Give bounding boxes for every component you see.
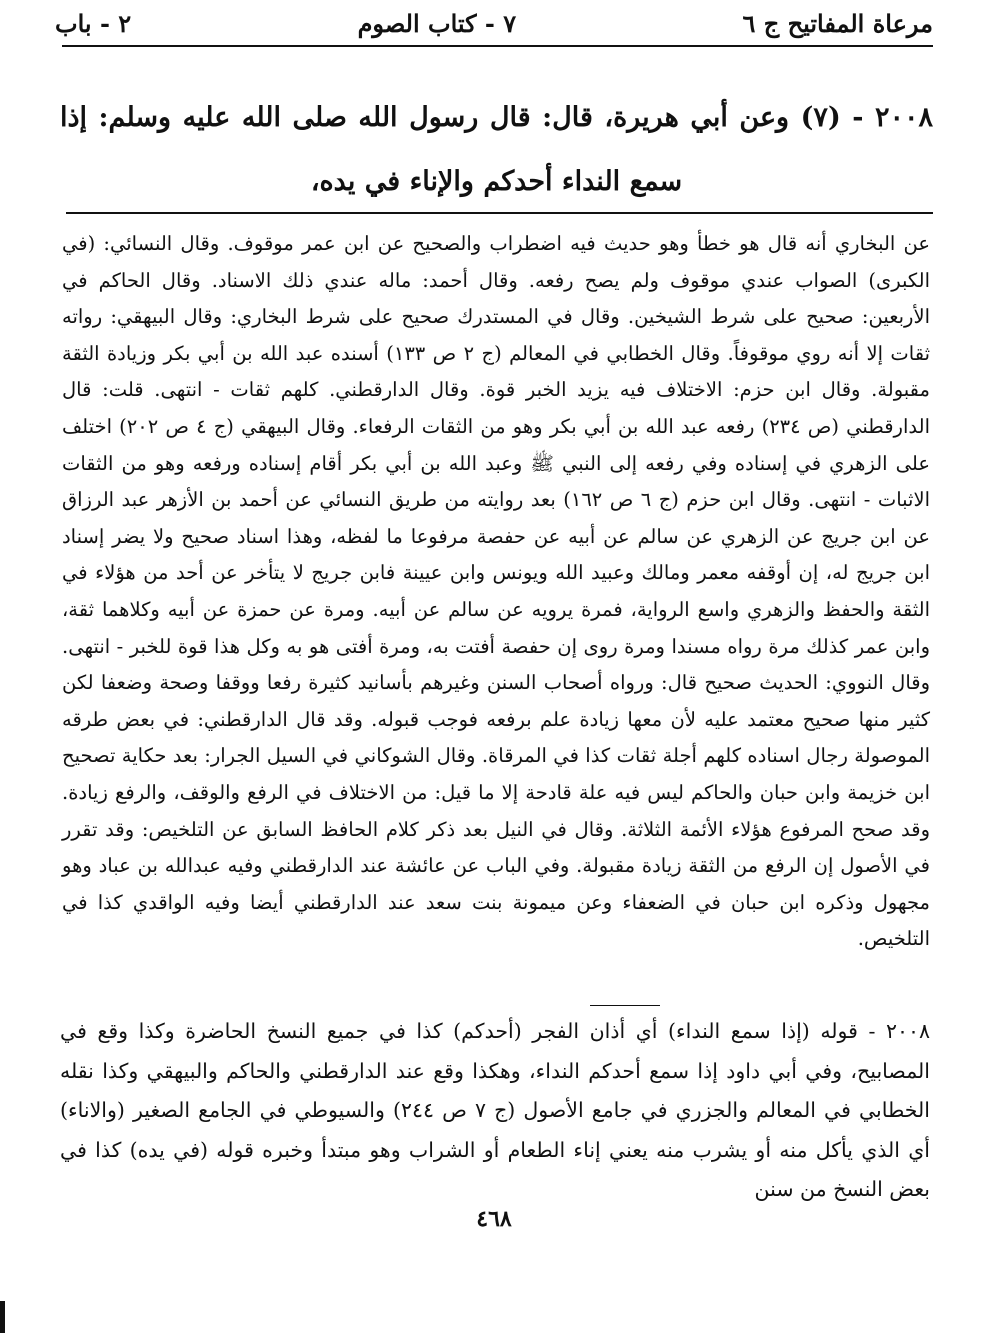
chapter-title: ٧ - كتاب الصوم	[357, 8, 517, 38]
commentary-paragraph: ٢٠٠٨ - قوله (إذا سمع النداء) أي أذان الفجر (أحدكم) كذا في جميع النسخ الحاضرة وكذا وقع في المصابيح، وفي أبي داود إذا سمع أحدكم النداء، وهكذا وقع عند الدارقطني والحاكم والبيهقي وكذا نقله الخطابي في المعالم والجزري في جامع الأصول (ج ٧ ص ٢٤٤) والسيوطي في الجامع الصغير (والاناء) أي الذي يأكل منه أو يشرب منه يعني إناء الطعام أو الشراب وهو مبتدأ وخبره قوله (في يده) كذا في بعض النسخ من سنن	[60, 1019, 931, 1201]
hadith-divider	[66, 212, 933, 214]
commentary-section	[60, 1012, 930, 1210]
page-number: ٤٦٨	[476, 1206, 512, 1232]
takhrij-notes	[62, 226, 930, 958]
commentary-separator	[590, 1005, 660, 1006]
header-divider	[62, 45, 933, 47]
hadith-text: ٢٠٠٨ - (٧) وعن أبي هريرة، قال: قال رسول الله صلى الله عليه وسلم: إذا سمع النداء أحدكم والإناء في يده،	[60, 102, 934, 197]
notes-paragraph: عن البخاري أنه قال هو خطأ وهو حديث فيه اضطراب والصحيح عن ابن عمر موقوف. وقال النسائي: (في الكبرى) الصواب عندي موقوف ولم يصح رفعه. وقال أحمد: ماله عندي ذلك الاسناد. وقال الحاكم في الأربعين: صحيح على شرط الشيخين. وقال في المستدرك صحيح على شرط البخاري: وقال البيهقي: رواته ثقات إلا أنه روي موقوفاً. وقال الخطابي في المعالم (ج ٢ ص ١٣٣) أسنده عبد الله بن أبي بكر وزيادة الثقة مقبولة. وقال ابن حزم: الاختلاف فيه يزيد الخبر قوة. وقال الدارقطني. كلهم ثقات - انتهى. قلت: قال الدارقطني (ص ٢٣٤) رفعه عبد الله بن أبي بكر وهو من الثقات الرفعاء. وقال البيهقي (ج ٤ ص ٢٠٢) اختلف على الزهري في إسناده وفي رفعه إلى النبي ﷺ وعبد الله بن أبي بكر أقام إسناده ورفعه وهو من الثقات الاثبات - انتهى. وقال ابن حزم (ج ٦ ص ١٦٢) بعد روايته من طريق النسائي عن أحمد بن الأزهر عبد الرزاق عن ابن جريج عن الزهري عن سالم عن أبيه عن حفصة مرفوعا ما لفظه، وهذا اسناد صحيح ولا يضر إسناد ابن جريج له، إن أوقفه معمر ومالك وعبيد الله ويونس وابن عيينة فابن جريج لا يتأخر عن أحد من هؤلاء في الثقة والحفظ والزهري واسع الرواية، فمرة يرويه عن سالم عن أبيه. ومرة عن حمزة عن أبيه وكلاهما ثقة، وابن عمر كذلك مرة رواه مسندا ومرة روى إن حفصة أفتت به، ومرة أفتى هو به وكل هذا قوة للخبر - انتهى. وقال النووي: الحديث صحيح قال: ورواه أصحاب السنن وغيرهم بأسانيد كثيرة رفعا ووقفا وصحة وضعفا لكن كثير منها صحيح معتمد عليه لأن معها زيادة علم برفعه فوجب قبوله. وقد قال الدارقطني: في بعض طرقه الموصولة رجال اسناده كلهم أجلة ثقات كذا في المرقاة. وقال الشوكاني في السيل الجرار: بعد حكاية تصحيح ابن خزيمة وابن حبان والحاكم ليس فيه علة قادحة إلا ما قيل: من الاختلاف في الرفع والوقف، والرفع زيادة. وقد صحح المرفوع هؤلاء الأئمة الثلاثة. وقال في النيل بعد ذكر كلام الحافظ السابق عن التلخيص: وقد تقرر في الأصول إن الرفع من الثقة زيادة مقبولة. وفي الباب عن عائشة عند الدارقطني وفيه عبدالله بن عباد وهو مجهول وذكره ابن حبان في الضعفاء وعن ميمونة بنت سعد عند الدارقطني أيضا وفيه الواقدي كذا في التلخيص.	[62, 232, 930, 951]
section-title: ٢ - باب	[55, 8, 132, 38]
book-title: مرعاة المفاتيح ج ٦	[742, 8, 933, 38]
scan-edge-mark	[0, 1301, 5, 1333]
running-header	[55, 6, 933, 40]
